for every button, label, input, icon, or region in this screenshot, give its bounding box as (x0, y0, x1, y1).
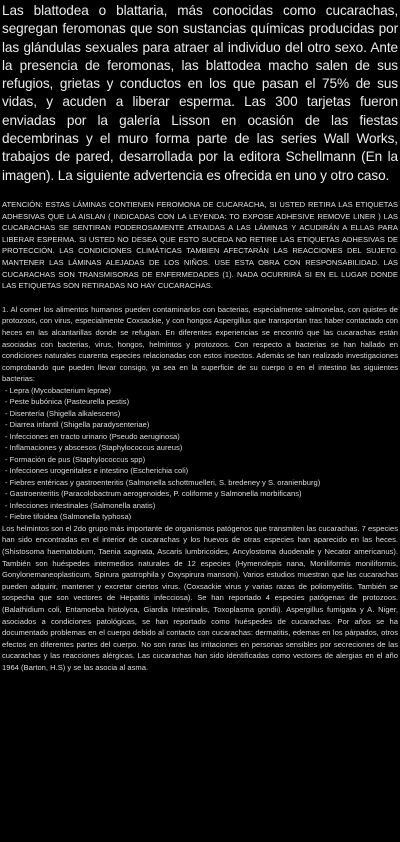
list-item: - Disentería (Shigella alkalescens) (5, 408, 121, 418)
footnote-paragraph: 1. Al comer los alimentos humanos pueden contaminarlos con bacterias, especialmente salmonelas, con quistes de protozoos, con virus, especialmente Coxsackie, y con hongos Aspergillus que transportan tras haber contactado con heces en las alcantarillas donde se refugian. En diferentes experiencias se encontró que las cucarachas están asociadas con bacterias, virus, hongos, helmintos y protozoos. Con respecto a bacterias se han hallado en condiciones naturales cuarenta especies relacionadas con estos insectos. Además se han realizado investigaciones comprobando que pueden llevar consigo, ya sea en la superficie de su cuerpo o en el intestino las siguientes bacterias: (2, 304, 398, 384)
list-item: - Diarrea infantil (Shigella paradysenteriae) (5, 420, 150, 430)
list-item: - Infecciones intestinales (Salmonella anatis) (5, 500, 156, 510)
list-item: - Lepra (Mycobacterium leprae) (5, 385, 111, 395)
warning-paragraph: ATENCIÓN: ESTAS LÁMINAS CONTIENEN FEROMONA DE CUCARACHA, SI USTED RETIRA LAS ETIQUETAS ADHESIVAS QUE LA AISLAN ( INDICADAS CON LA LEYENDA: TO EXPOSE ADHESIVE REMOVE LINER ) LAS CUCARACHAS SE SENTIRAN PODEROSAMENTE ATRAIDAS A LAS LÁMINAS Y ACUDIRÁN A ELLAS PARA LIBERAR ESPERMA. SI USTED NO DESEA QUE ESTO SUCEDA NO RETIRE LAS ETIQUETAS ADHESIVAS DE PROTECCIÓN. LAS CONDICIONES CLIMÁTICAS TAMBIEN AFECTARÁN LAS REACCIONES DEL SUJETO. MANTENER LAS LÁMINAS ALEJADAS DE LOS NIÑOS. USE ESTA OBRA CON RESPONSABILIDAD. LAS CUCARACHAS SON TRANSMISORAS DE ENFERMEDADES (1). NADA OCURRIRÁ SI EN EL LUGAR DONDE LAS ETIQUETAS SON RETIRADAS NO HAY CUCARACHAS. (2, 199, 398, 291)
list-item: - Inflamaciones y abscesos (Staphylococcus aureus) (5, 443, 183, 453)
list-item: - Fiebres entéricas y gastroenteritis (Salmonella schottmuelleri, S. bredeney y S. oranienburg) (5, 477, 321, 487)
list-item: - Infecciones urogenitales e intestino (Escherichia coli) (5, 466, 189, 476)
bacteria-list (2, 385, 398, 523)
list-item: - Peste bubónica (Pasteurella pestis) (5, 397, 130, 407)
list-item: - Infecciones en tracto urinario (Pseudo aeruginosa) (5, 431, 180, 441)
list-item: - Gastroenteritis (Paracolobactrum aerogenoides, P. coliforme y Salmonella morbificans) (5, 489, 302, 499)
intro-paragraph: Las blattodea o blattaria, más conocidas como cucarachas, segregan feromonas que son sustancias químicas producidas por las glándulas sexuales para atraer al individuo del otro sexo. Ante la presencia de feromonas, las blattodea macho salen de sus refugios, grietas y conductos en los que pasan el 75% de sus vidas, y acuden a liberar esperma. Las 300 tarjetas fueron enviadas por la galería Lisson en ocasión de las fiestas decembrinas y el muro forma parte de las series Wall Works, trabajos de pared, desarrollada por la editora Schellmann (En la imagen). La siguiente advertencia es ofrecida en uno y otro caso. (2, 3, 398, 183)
list-item: - Fiebre tifoidea (Salmonella typhosa) (5, 512, 132, 522)
closing-paragraph: Los helmintos son el 2do grupo más importante de organismos patógenos que transmiten las cucarachas. 7 especies han sido encontradas en el interior de cucarachas y los huevos de otras especies han aparecido en las heces. (Shistosoma haematobium, Taenia saginata, Ascaris lumbricoides, Ancylostoma duodenale y Necator americanus). También son huéspedes intermedios naturales de 12 especies (Hymenolepis nana, Moniliformis moniliformis, Gonylonemaneoplasticum, Spirura gastrophila y Oxyspirura mansoni). Varios estudios muestran que las cucarachas pueden adquirir, mantener y excretar ciertos virus. (Coxsackie virus y varias razas de poliomyelitis. También se sospecha que son vectores de Hepatitis infecciosa). Se han reportado 4 especies patógenas de protozoos. (Balathidium coli, Entamoeba histolyca, Giardia Intestinalis, Toxoplasma gondii). Aspergillus fumigata y A. Niger, asociados a condiciones patológicas, se han reportado como huéspedes de cucarachas. Por años se ha documentado problemas en el cuerpo debido al contacto con cucarachas: dermatitis, edemas en los párpados, otros efectos en diferentes partes del cuerpo. No son raras las irritaciones en personas sensibles por secreciones de las cucarachas y las reacciones alérgicas. Las cucarachas han sido identificadas como vectores de alergias en el año 1964 (Barton, H.S) y se las asocia al asma. (2, 523, 398, 672)
list-item: - Formación de pus (Staphylococcus spp) (5, 454, 146, 464)
